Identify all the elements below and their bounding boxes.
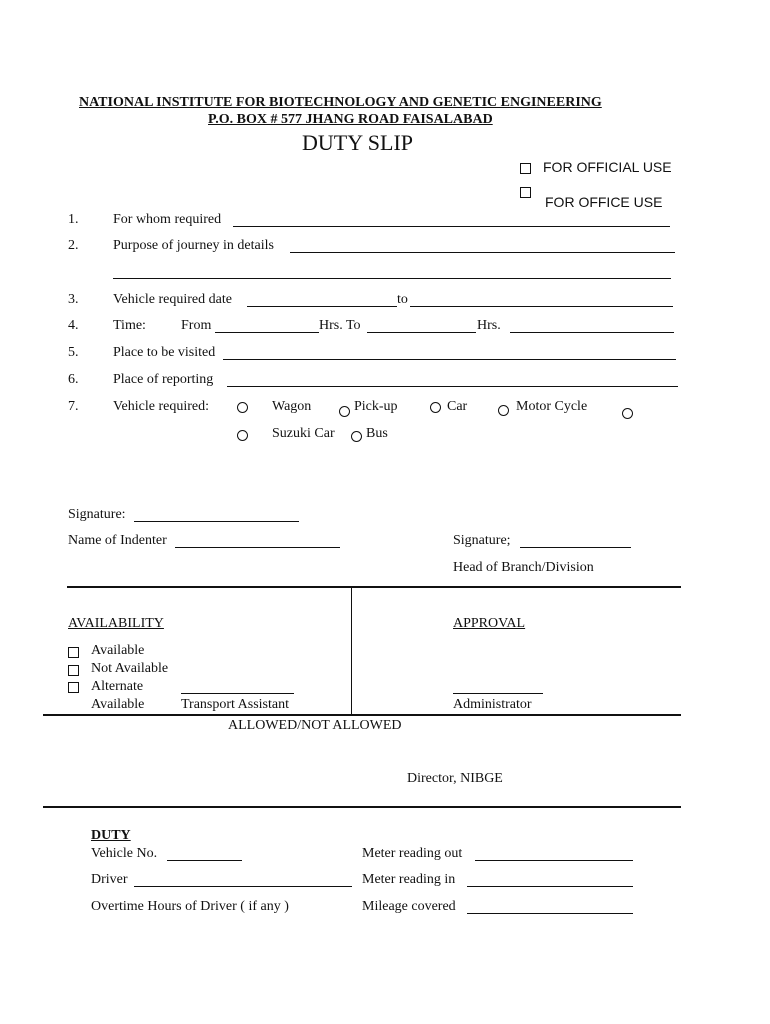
official-use-checkbox[interactable] <box>520 163 531 174</box>
driver-field[interactable] <box>134 886 352 887</box>
vehicle-no-label: Vehicle No. <box>91 846 158 861</box>
time-hrs-label: Hrs. <box>477 318 501 333</box>
meter-in-label: Meter reading in <box>362 872 456 887</box>
wagon-radio[interactable] <box>237 402 248 413</box>
bus-label: Bus <box>366 426 388 441</box>
transport-assistant-label: Transport Assistant <box>181 697 290 712</box>
item-number: 3. <box>68 292 79 307</box>
office-use-label: FOR OFFICE USE <box>545 194 663 210</box>
approval-title: APPROVAL <box>453 616 526 631</box>
official-use-label: FOR OFFICIAL USE <box>543 159 672 175</box>
place-visited-label: Place to be visited <box>113 345 216 360</box>
purpose-field-line2[interactable] <box>113 278 671 279</box>
head-branch-label: Head of Branch/Division <box>453 560 594 575</box>
vehicle-no-field[interactable] <box>167 860 242 861</box>
place-visited-field[interactable] <box>223 359 676 360</box>
time-label: Time: <box>113 318 146 333</box>
item-number: 5. <box>68 345 79 360</box>
available-checkbox[interactable] <box>68 647 79 658</box>
transport-sign-field[interactable] <box>181 693 294 694</box>
time-from-field[interactable] <box>215 332 319 333</box>
signature2-label: Signature; <box>453 533 511 548</box>
pickup-label: Pick-up <box>354 399 398 414</box>
separator-line <box>43 806 681 808</box>
allowed-label: ALLOWED/NOT ALLOWED <box>228 718 402 733</box>
extra-radio[interactable] <box>622 408 633 419</box>
mileage-field[interactable] <box>467 913 633 914</box>
purpose-field[interactable] <box>290 252 675 253</box>
date-to-label: to <box>397 292 408 307</box>
place-reporting-label: Place of reporting <box>113 372 214 387</box>
not-available-checkbox[interactable] <box>68 665 79 676</box>
suzuki-label: Suzuki Car <box>272 426 335 441</box>
item-number: 1. <box>68 212 79 227</box>
org-name: NATIONAL INSTITUTE FOR BIOTECHNOLOGY AND GENETIC ENGINEERING <box>79 95 602 110</box>
bus-radio[interactable] <box>351 431 362 442</box>
org-address: P.O. BOX # 577 JHANG ROAD FAISALABAD <box>208 112 493 127</box>
place-reporting-field[interactable] <box>227 386 678 387</box>
overtime-label: Overtime Hours of Driver ( if any ) <box>91 899 289 914</box>
availability-title: AVAILABILITY <box>68 616 164 631</box>
time-from-label: From <box>181 318 212 333</box>
administrator-sign-field[interactable] <box>453 693 543 694</box>
signature-label: Signature: <box>68 507 126 522</box>
wagon-label: Wagon <box>272 399 312 414</box>
car-radio[interactable] <box>430 402 441 413</box>
mileage-label: Mileage covered <box>362 899 456 914</box>
meter-out-label: Meter reading out <box>362 846 463 861</box>
not-available-label: Not Available <box>91 661 169 676</box>
date-to-field[interactable] <box>410 306 673 307</box>
indenter-field[interactable] <box>175 547 340 548</box>
time-extra-field[interactable] <box>510 332 674 333</box>
director-label: Director, NIBGE <box>407 771 503 786</box>
indenter-label: Name of Indenter <box>68 533 167 548</box>
item-number: 2. <box>68 238 79 253</box>
date-from-field[interactable] <box>247 306 397 307</box>
time-to-field[interactable] <box>367 332 476 333</box>
separator-line <box>67 586 681 588</box>
car-label: Car <box>447 399 468 414</box>
alternate-checkbox[interactable] <box>68 682 79 693</box>
pickup-radio[interactable] <box>339 406 350 417</box>
purpose-label: Purpose of journey in details <box>113 238 274 253</box>
driver-label: Driver <box>91 872 128 887</box>
available-label: Available <box>91 643 145 658</box>
page-title: DUTY SLIP <box>302 130 414 155</box>
item-number: 7. <box>68 399 79 414</box>
alternate-available-label: Available <box>91 697 145 712</box>
item-number: 6. <box>68 372 79 387</box>
item-number: 4. <box>68 318 79 333</box>
alternate-label: Alternate <box>91 679 144 694</box>
for-whom-field[interactable] <box>233 226 670 227</box>
column-divider <box>351 588 352 715</box>
vehicle-date-label: Vehicle required date <box>113 292 232 307</box>
time-hrs-to-label: Hrs. To <box>319 318 361 333</box>
motorcycle-label: Motor Cycle <box>516 399 588 414</box>
signature2-field[interactable] <box>520 547 631 548</box>
motorcycle-radio[interactable] <box>498 405 509 416</box>
for-whom-label: For whom required <box>113 212 222 227</box>
office-use-checkbox[interactable] <box>520 187 531 198</box>
separator-line <box>43 714 681 716</box>
meter-out-field[interactable] <box>475 860 633 861</box>
meter-in-field[interactable] <box>467 886 633 887</box>
duty-title: DUTY <box>91 828 131 843</box>
suzuki-radio[interactable] <box>237 430 248 441</box>
vehicle-required-label: Vehicle required: <box>113 399 210 414</box>
administrator-label: Administrator <box>453 697 532 712</box>
signature-field[interactable] <box>134 521 299 522</box>
